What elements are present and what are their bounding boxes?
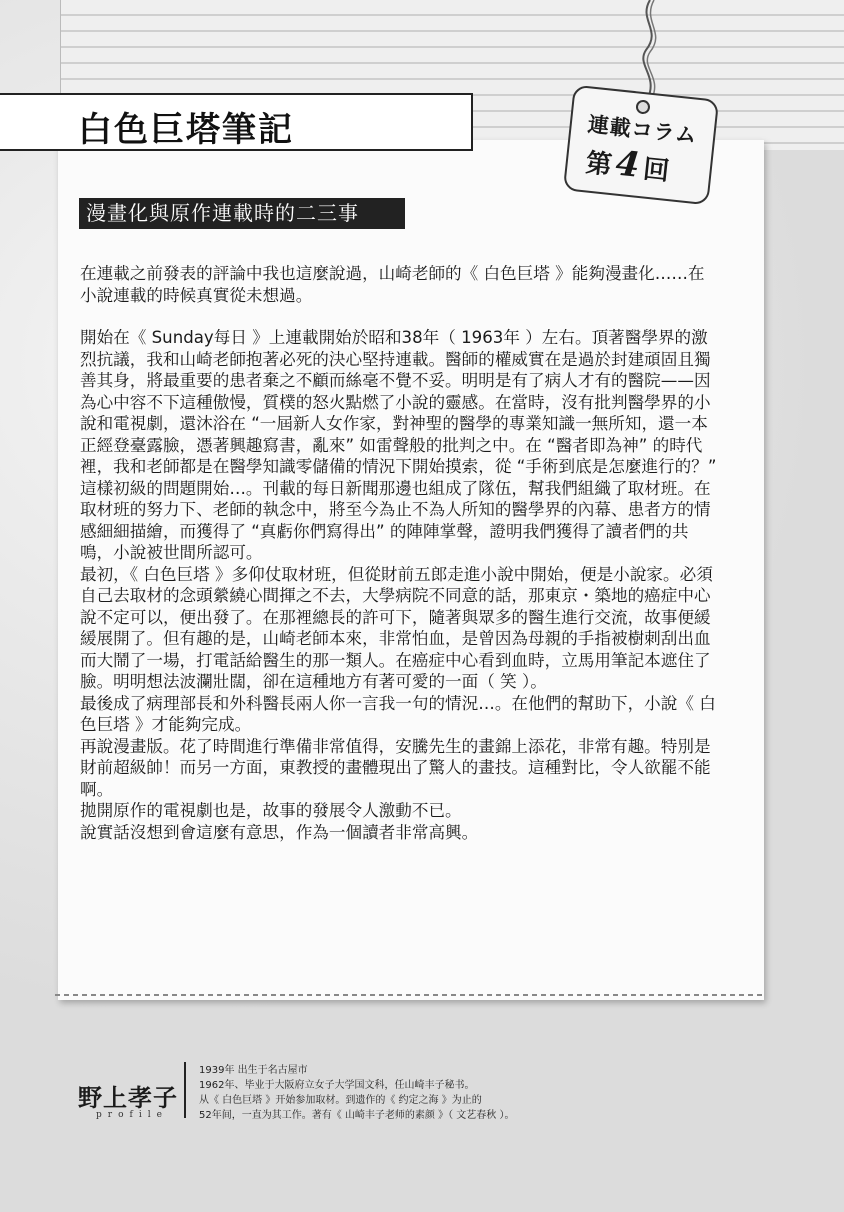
profile-details: [199, 1063, 514, 1123]
paragraph: 最後成了病理部長和外科醫長兩人你一言我一句的情況…。在他們的幫助下，小說《 白色巨塔 》才能夠完成。: [80, 693, 716, 734]
profile-label: profile: [96, 1110, 168, 1120]
paragraph: 在連載之前發表的評論中我也這麼說過，山崎老師的《 白色巨塔 》能夠漫畫化……在小說連載的時候真實從未想過。: [80, 264, 705, 305]
column-tag: [563, 85, 719, 206]
page-title: 白色巨塔筆記: [78, 110, 294, 150]
paragraph: 最初，《 白色巨塔 》多仰仗取材班，但從財前五郎走進小說中開始，便是小說家。必須自己去取材的念頭縈繞心間揮之不去，大學病院不同意的話，那東京・築地的癌症中心說不定可以，便出發了。在那裡總長的許可下，隨著與眾多的醫生進行交流，故事便緩緩展開了。但有趣的是，山崎老師本來，非常怕血，是曾因為母親的手指被樹刺刮出血而大鬧了一場，打電話給醫生的那一類人。在癌症中心看到血時，立馬用筆記本遮住了臉。明明想法波瀾壯闊，卻在這種地方有著可愛的一面（ 笑 ）。: [80, 564, 713, 691]
tag-prefix: 第: [584, 148, 614, 181]
tag-column-label: 連載コラム: [586, 111, 699, 148]
tag-hole-icon: [635, 99, 650, 114]
profile-name: 野上孝子: [78, 1083, 178, 1112]
paragraph: 拋開原作的電視劇也是，故事的發展令人激動不已。: [80, 801, 462, 820]
profile-divider: [184, 1062, 186, 1118]
section-subtitle: 漫畫化與原作連載時的二三事: [79, 198, 405, 229]
sheet-bottom-divider: [55, 994, 765, 996]
tag-number: 4: [613, 143, 642, 186]
paragraph: 開始在《 Sunday每日 》上連載開始於昭和38年（ 1963年 ）左右。頂著醫學界的激烈抗議，我和山崎老師抱著必死的決心堅持連載。醫師的權威實在是過於封建頑固且獨善其身，將最重要的患者棄之不顧而絲毫不覺不妥。明明是有了病人才有的醫院——因為心中容不下這種傲慢，質樸的怒火點燃了小說的靈感。在當時，沒有批判醫學界的小說和電視劇，還沐浴在 “一屆新人女作家，對神聖的醫學的專業知識一無所知，還一本正經登臺露臉，憑著興趣寫書，亂來” 如雷聲般的批判之中。在 “醫者即為神” 的時代裡，我和老師都是在醫學知識零儲備的情況下開始摸索，從 “手術到底是怎麼進行的？” 這樣初級的問題開始…。刊載的每日新聞那邊也組成了隊伍，幫我們組織了取材班。在取材班的努力下、老師的執念中，將至今為止不為人所知的醫學界的內幕、患者方的情感細細描繪，而獲得了 “真虧你們寫得出” 的陣陣掌聲，證明我們獲得了讀者們的共鳴，小說被世間所認可。: [80, 328, 717, 562]
profile-line: 1962年、毕业于大阪府立女子大学国文科，任山崎丰子秘书。: [199, 1080, 475, 1091]
profile-line: 从《 白色巨塔 》开始参加取材。到遗作的《 约定之海 》为止的: [199, 1095, 482, 1106]
tag-suffix: 回: [641, 154, 671, 187]
profile-line: 1939年 出生于名古屋市: [199, 1065, 308, 1076]
paragraph: 說實話沒想到會這麼有意思，作為一個讀者非常高興。: [80, 822, 479, 842]
tag-string-icon: [628, 0, 668, 100]
article-body: [80, 263, 720, 843]
tag-issue-number: [584, 140, 671, 189]
profile-line: 52年间，一直为其工作。著有《 山崎丰子老师的素颜 》（ 文艺春秋 ）。: [199, 1110, 515, 1121]
paragraph: 再說漫畫版。花了時間進行準備非常值得，安騰先生的畫錦上添花，非常有趣。特別是財前超級帥！而另一方面，東教授的畫體現出了驚人的畫技。這種對比，令人欲罷不能啊。: [80, 736, 711, 799]
